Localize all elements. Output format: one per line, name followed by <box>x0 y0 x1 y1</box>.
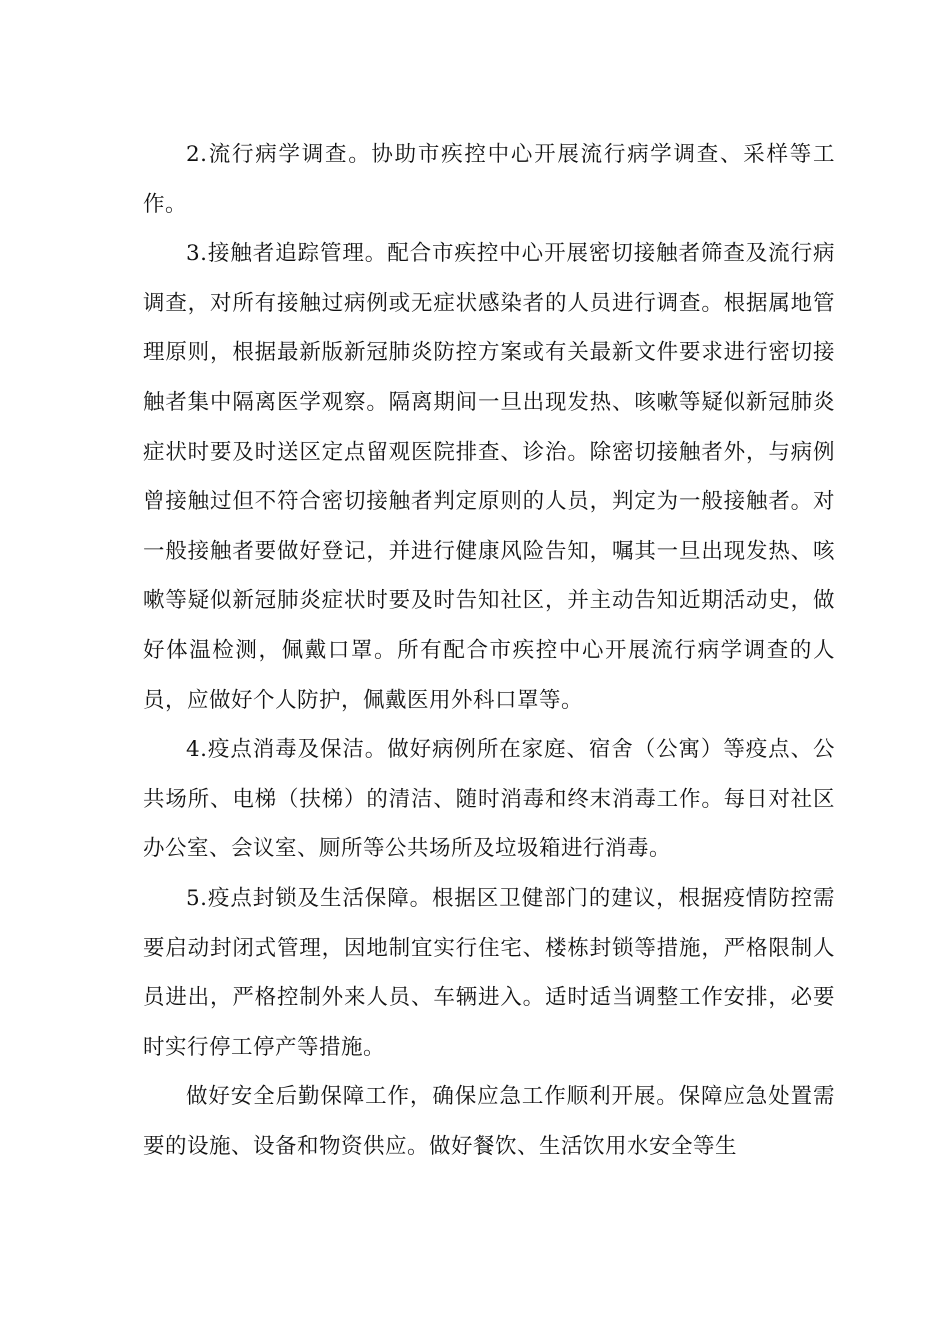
paragraph-disinfection: 4.疫点消毒及保洁。做好病例所在家庭、宿舍（公寓）等疫点、公共场所、电梯（扶梯）的清洁、随时消毒和终末消毒工作。每日对社区办公室、会议室、厕所等公共场所及垃圾箱进行消毒。 <box>143 737 835 862</box>
document-body <box>143 130 835 1171</box>
paragraph-logistics: 做好安全后勤保障工作，确保应急工作顺利开展。保障应急处置需要的设施、设备和物资供应。做好餐饮、生活饮用水安全等生 <box>143 1084 835 1159</box>
paragraph-lockdown-support: 5.疫点封锁及生活保障。根据区卫健部门的建议，根据疫情防控需要启动封闭式管理，因地制宜实行住宅、楼栋封锁等措施，严格限制人员进出，严格控制外来人员、车辆进入。适时适当调整工作安排，必要时实行停工停产等措施。 <box>143 885 835 1060</box>
paragraph-epidemiological-survey: 2.流行病学调查。协助市疾控中心开展流行病学调查、采样等工作。 <box>143 142 835 217</box>
paragraph-contact-tracing: 3.接触者追踪管理。配合市疾控中心开展密切接触者筛查及流行病调查，对所有接触过病例或无症状感染者的人员进行调查。根据属地管理原则，根据最新版新冠肺炎防控方案或有关最新文件要求进行密切接触者集中隔离医学观察。隔离期间一旦出现发热、咳嗽等疑似新冠肺炎症状时要及时送区定点留观医院排查、诊治。除密切接触者外，与病例曾接触过但不符合密切接触者判定原则的人员，判定为一般接触者。对一般接触者要做好登记，并进行健康风险告知，嘱其一旦出现发热、咳嗽等疑似新冠肺炎症状时要及时告知社区，并主动告知近期活动史，做好体温检测，佩戴口罩。所有配合市疾控中心开展流行病学调查的人员，应做好个人防护，佩戴医用外科口罩等。 <box>143 241 835 713</box>
